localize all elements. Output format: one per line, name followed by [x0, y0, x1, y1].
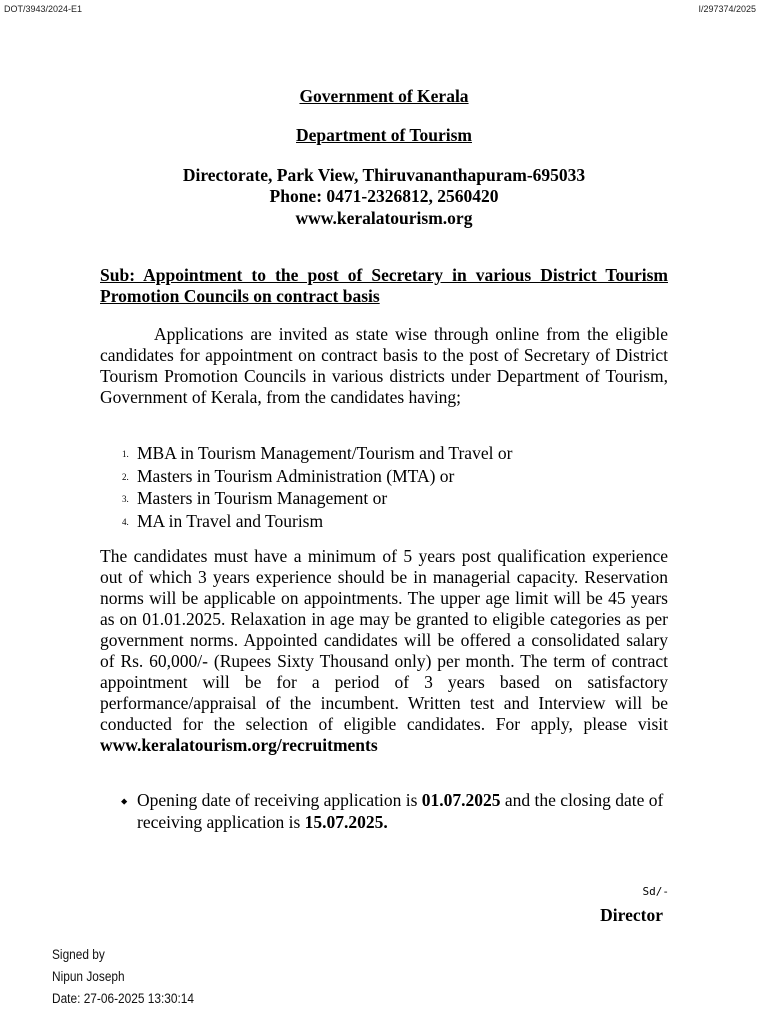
list-number: 1.: [122, 449, 129, 459]
phone-line: Phone: 0471-2326812, 2560420: [269, 186, 499, 206]
file-reference-number: I/297374/2025: [698, 4, 756, 14]
department-heading: Department of Tourism: [296, 125, 472, 145]
document-reference-number: DOT/3943/2024-E1: [4, 4, 83, 14]
list-item: [100, 510, 668, 533]
subject-line: Sub: Appointment to the post of Secretary in various District Tourism Promotion Councils on contract basis: [100, 265, 668, 306]
list-item: [100, 442, 668, 465]
designation: Director: [600, 905, 663, 925]
intro-paragraph: Applications are invited as state wise through online from the eligible candidates for appointment on contract basis to the post of Secretary of District Tourism Promotion Councils in various districts under Department of Tourism, Government of Kerala, from the candidates having;: [100, 324, 668, 407]
signed-mark: Sd/-: [642, 885, 669, 898]
closing-text: and the closing date of receiving application is: [137, 790, 664, 832]
government-heading: Government of Kerala: [299, 86, 469, 106]
details-text: The candidates must have a minimum of 5 years post qualification experience out of which 3 years experience should be in managerial capacity. Reservation norms will be applicable on appointments. The upper age limit will be 45 years as on 01.01.2025. Relaxation in age may be granted to eligible categories as per government norms. Appointed candidates will be offered a consolidated salary of Rs. 60,000/- (Rupees Sixty Thousand only) per month. The term of contract appointment will be for a period of 3 years based on satisfactory performance/appraisal of the incumbent. Written test and Interview will be conducted for the selection of eligible candidates. For apply, please visit: [100, 546, 668, 734]
list-item: [100, 487, 668, 510]
closing-date: 15.07.2025.: [304, 811, 388, 832]
list-number: 4.: [122, 516, 129, 527]
opening-date: 01.07.2025: [421, 790, 501, 810]
recruitment-link[interactable]: www.keralatourism.org/recruitments: [100, 735, 378, 755]
website-line: www.keralatourism.org: [295, 208, 473, 228]
address-line: Directorate, Park View, Thiruvananthapuram-695033: [182, 165, 586, 185]
qualification-text: Masters in Tourism Administration (MTA) or: [137, 465, 455, 486]
diamond-bullet-icon: ⬥: [121, 797, 128, 807]
opening-text: Opening date of receiving application is: [137, 790, 418, 810]
list-number: 3.: [122, 494, 129, 504]
list-item: [100, 465, 668, 488]
list-number: 2.: [122, 471, 129, 482]
qualification-text: MBA in Tourism Management/Tourism and Travel or: [137, 443, 513, 463]
details-paragraph: [100, 546, 668, 756]
signer-name: Nipun Joseph: [52, 969, 125, 984]
signature-label: Signed by: [52, 947, 105, 962]
digital-signature-block: [52, 944, 194, 1010]
qualification-text: Masters in Tourism Management or: [137, 488, 388, 508]
qualification-list: [100, 442, 668, 532]
signature-date: Date: 27-06-2025 13:30:14: [52, 991, 195, 1006]
qualification-text: MA in Travel and Tourism: [137, 510, 324, 531]
application-dates: [137, 790, 677, 833]
